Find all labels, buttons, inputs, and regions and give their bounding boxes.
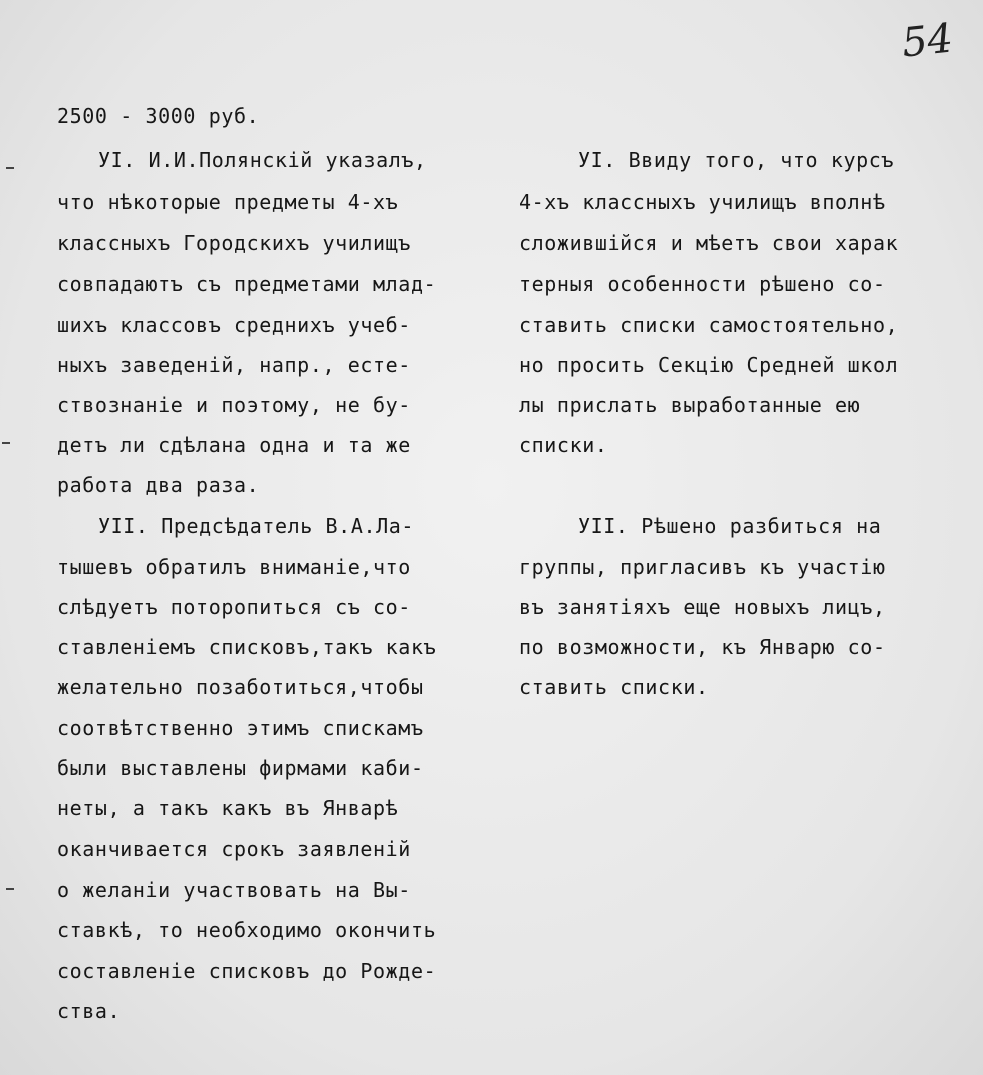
right-vii-line: УII. Рѣшено разбиться на <box>578 514 882 538</box>
left-vii-line: УII. Предсѣдатель В.А.Ла- <box>98 514 415 538</box>
left-vi-line: шихъ классовъ среднихъ учеб- <box>57 313 411 337</box>
left-vii-line: оканчивается срокъ заявленій <box>57 837 411 861</box>
left-vii-line: слѣдуетъ поторопиться съ со- <box>57 595 411 619</box>
right-vii-line: группы, пригласивъ къ участію <box>519 555 886 579</box>
right-vii-line: ставить списки. <box>519 675 709 699</box>
left-vii-line: ставкѣ, то необходимо окончить <box>57 918 437 942</box>
page-number: 54 <box>899 15 956 67</box>
right-vii-line: по возможности, къ Январю со- <box>519 635 886 659</box>
right-vii-line: въ занятіяхъ еще новыхъ лицъ, <box>519 595 886 619</box>
left-vii-line: были выставлены фирмами каби- <box>57 756 424 780</box>
right-vi-line: УI. Ввиду того, что курсъ <box>578 148 895 172</box>
right-vi-line: 4-хъ классныхъ училищъ вполнѣ <box>519 190 886 214</box>
left-vi-line: работа два раза. <box>57 473 260 497</box>
left-vii-line: желательно позаботиться,чтобы <box>57 675 424 699</box>
right-vi-line: списки. <box>519 433 608 457</box>
intro-line: 2500 - 3000 руб. <box>57 104 260 128</box>
left-vi-line: совпадаютъ съ предметами млад- <box>57 272 437 296</box>
left-vi-line: УI. И.И.Полянскій указалъ, <box>98 148 427 172</box>
right-vi-line: сложившійся и мѣетъ свои харак <box>519 231 899 255</box>
left-vi-line: ствознаніе и поэтому, не бу- <box>57 393 411 417</box>
margin-ink-mark <box>6 888 14 890</box>
left-vii-line: ставленіемъ списковъ,такъ какъ <box>57 635 437 659</box>
left-vii-line: составленіе списковъ до Рожде- <box>57 959 437 983</box>
bleed-through-texture: ​ <box>320 100 730 120</box>
margin-ink-mark <box>2 442 10 444</box>
left-vii-line: тышевъ обратилъ вниманіе,что <box>57 555 411 579</box>
right-vi-line: терныя особенности рѣшено со- <box>519 272 886 296</box>
margin-ink-mark <box>6 167 14 169</box>
left-vii-line: соотвѣтственно этимъ спискамъ <box>57 716 424 740</box>
right-vi-line: но просить Секцію Средней школ <box>519 353 899 377</box>
left-vii-line: о желаніи участвовать на Вы- <box>57 878 411 902</box>
right-vi-line: лы прислать выработанные ею <box>519 393 861 417</box>
left-vi-line: классныхъ Городскихъ училищъ <box>57 231 411 255</box>
left-vi-line: ныхъ заведеній, напр., есте- <box>57 353 411 377</box>
right-vi-line: ставить списки самостоятельно, <box>519 313 899 337</box>
left-vi-line: детъ ли сдѣлана одна и та же <box>57 433 411 457</box>
left-vii-line: ства. <box>57 999 121 1023</box>
left-vii-line: неты, а такъ какъ въ Январѣ <box>57 796 399 820</box>
left-vi-line: что нѣкоторые предметы 4-хъ <box>57 190 399 214</box>
